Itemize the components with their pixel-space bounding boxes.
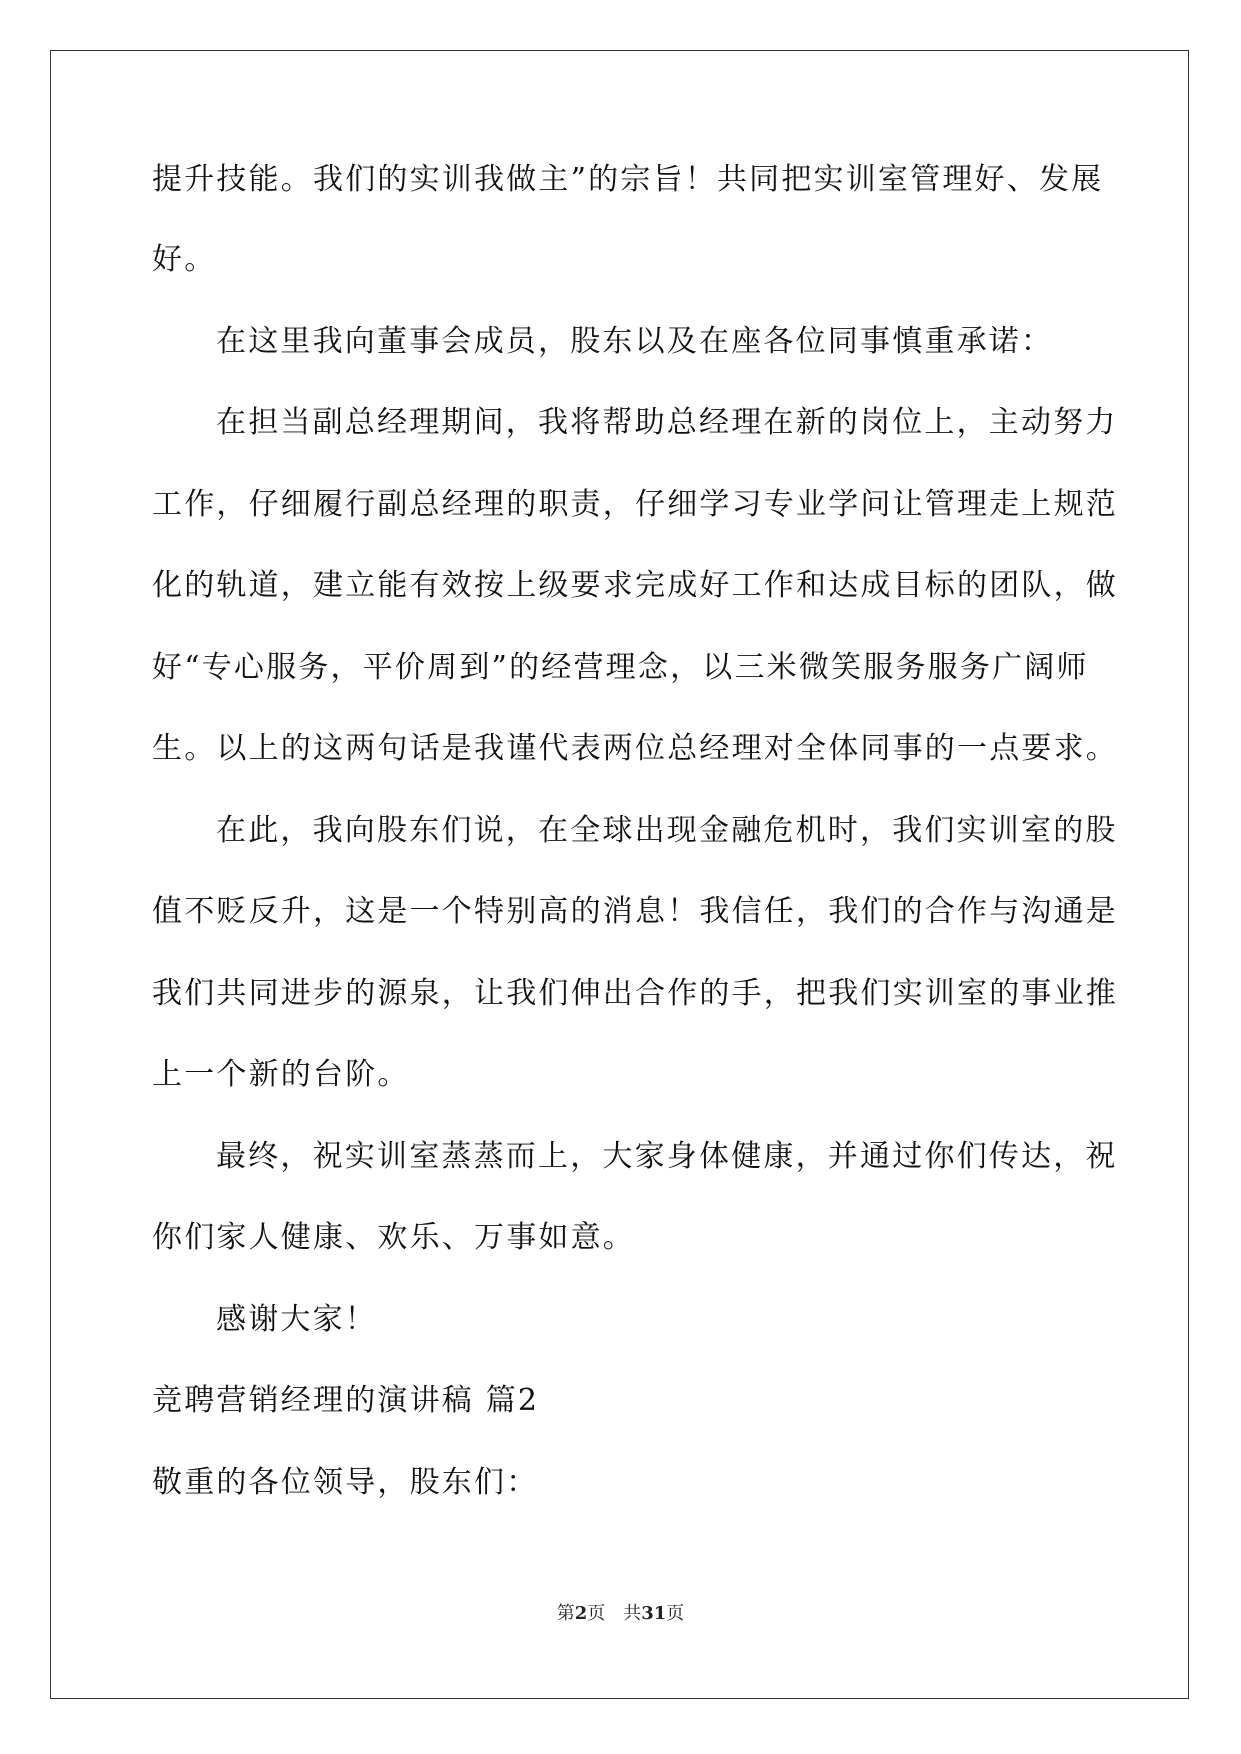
paragraph-line: 我们共同进步的源泉，让我们伸出合作的手，把我们实训室的事业推 — [152, 976, 1118, 1011]
paragraph-line: 工作，仔细履行副总经理的职责，仔细学习专业学问让管理走上规范 — [152, 487, 1118, 522]
footer-prefix: 第 — [556, 1603, 575, 1624]
paragraph-line: 在此，我向股东们说，在全球出现金融危机时，我们实训室的股 — [216, 813, 1118, 848]
footer-suffix: 页 — [666, 1603, 685, 1624]
total-pages-number: 31 — [641, 1603, 667, 1624]
paragraph-line: 化的轨道，建立能有效按上级要求完成好工作和达成目标的团队，做 — [152, 568, 1118, 603]
paragraph-line: 你们家人健康、欢乐、万事如意。 — [152, 1220, 635, 1255]
paragraph-line: 好“专心服务，平价周到”的经营理念，以三米微笑服务服务广阔师 — [152, 650, 1089, 685]
paragraph-line: 值不贬反升，这是一个特别高的消息！我信任，我们的合作与沟通是 — [152, 894, 1118, 929]
page-border — [50, 50, 1189, 1699]
page-footer — [0, 1602, 1241, 1626]
footer-middle: 页 共 — [587, 1603, 642, 1624]
section-heading: 竞聘营销经理的演讲稿 篇2 — [152, 1383, 540, 1418]
closing-line: 感谢大家！ — [216, 1302, 377, 1337]
paragraph-line: 在担当副总经理期间，我将帮助总经理在新的岗位上，主动努力 — [216, 405, 1118, 440]
salutation-line: 敬重的各位领导，股东们： — [152, 1465, 539, 1500]
paragraph-line: 上一个新的台阶。 — [152, 1057, 410, 1092]
current-page-number: 2 — [574, 1603, 588, 1624]
paragraph-line: 在这里我向董事会成员，股东以及在座各位同事慎重承诺： — [216, 324, 1054, 359]
paragraph-line: 生。以上的这两句话是我谨代表两位总经理对全体同事的一点要求。 — [152, 731, 1118, 766]
paragraph-line: 提升技能。我们的实训我做主”的宗旨！共同把实训室管理好、发展 — [152, 162, 1104, 197]
paragraph-line: 最终，祝实训室蒸蒸而上，大家身体健康，并通过你们传达，祝 — [216, 1139, 1118, 1174]
paragraph-line: 好。 — [152, 242, 217, 277]
